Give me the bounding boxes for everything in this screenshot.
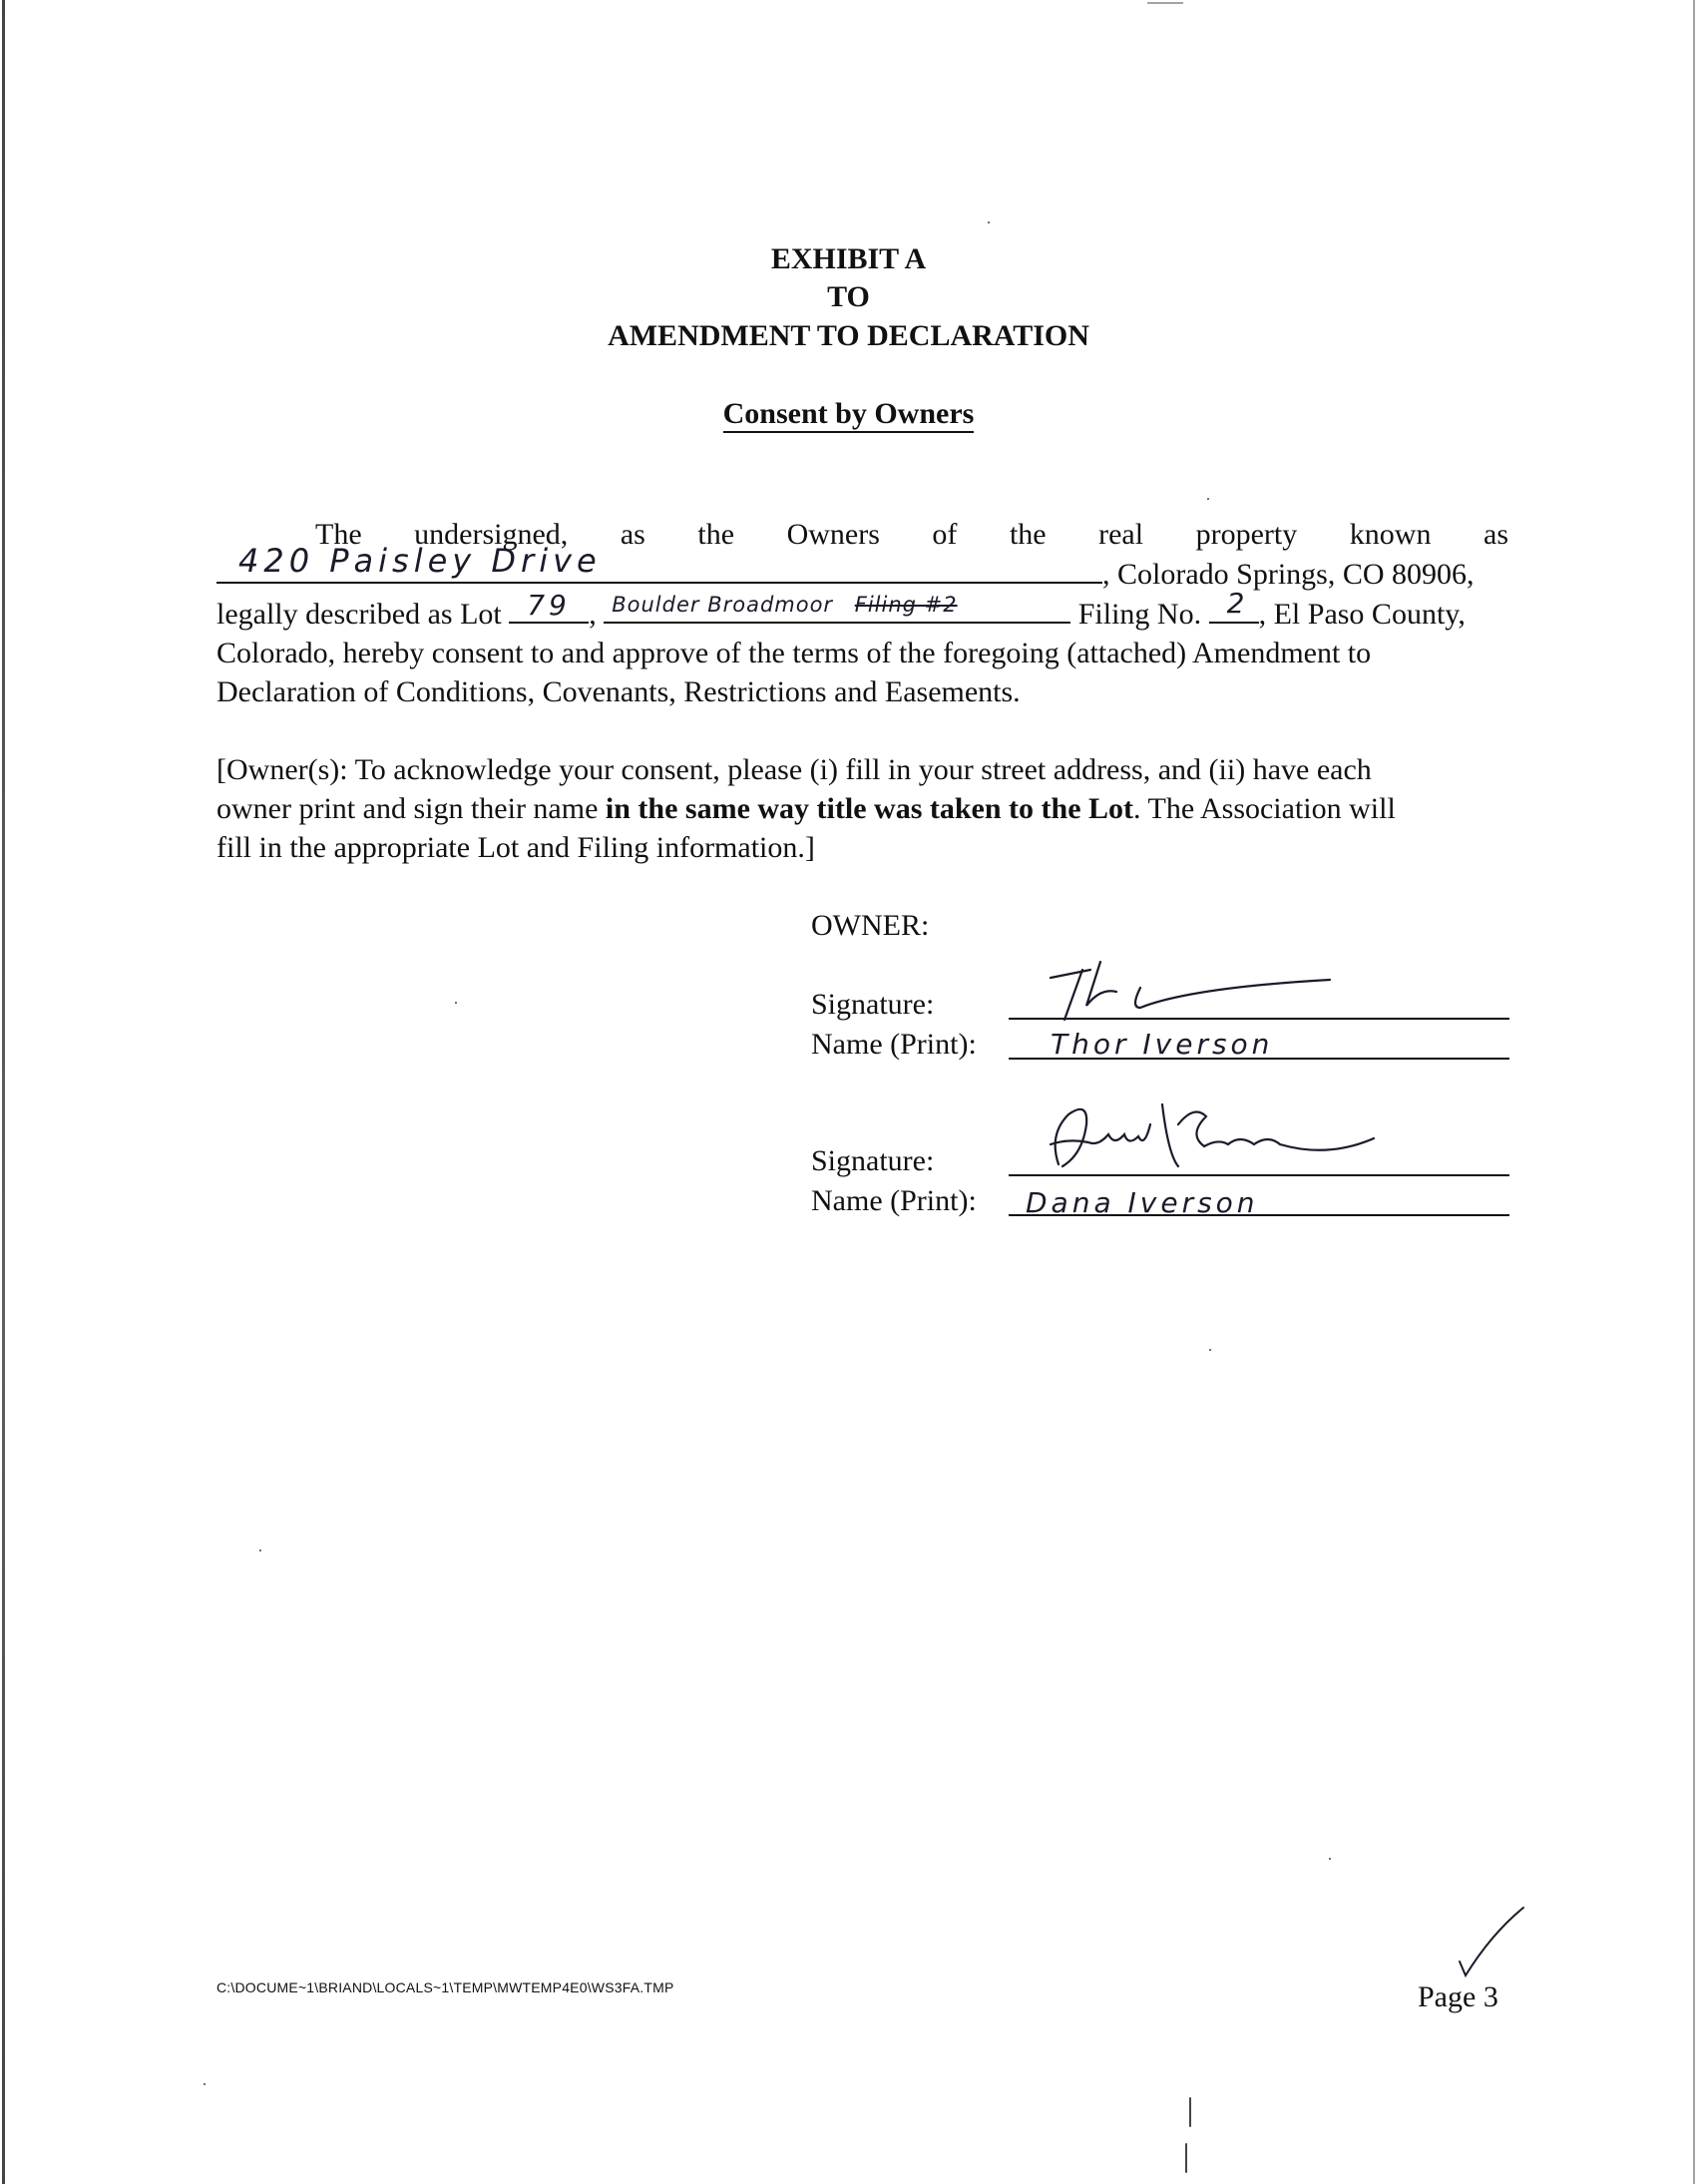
scan-speck (988, 221, 990, 223)
handwritten-printed-name-2: Dana Iverson (1026, 1186, 1259, 1219)
instruction-line-1: [Owner(s): To acknowledge your consent, please (i) fill in your street address, and (ii) have each (216, 753, 1372, 786)
handwritten-printed-name-1: Thor Iverson (1051, 1028, 1274, 1061)
word: Owners (786, 518, 880, 551)
scan-speck (455, 1002, 457, 1004)
word: as (620, 518, 645, 551)
scan-edge-top (1147, 2, 1183, 4)
city-state-zip: , Colorado Springs, CO 80906, (1102, 558, 1475, 591)
scan-speck (1185, 2143, 1187, 2173)
page-number: Page 3 (1418, 1980, 1498, 2013)
exhibit-heading-title: AMENDMENT TO DECLARATION (608, 319, 1089, 352)
scan-speck (204, 2083, 206, 2085)
word: the (697, 518, 735, 551)
signature-label: Signature: (811, 988, 935, 1021)
paragraph-line-3 (216, 587, 1508, 634)
paragraph-line-4: Colorado, hereby consent to and approve of the terms of the foregoing (attached) Amendment to (216, 637, 1372, 669)
word: undersigned, (414, 518, 569, 551)
handwritten-filing: 2 (1226, 587, 1245, 620)
scan-speck (1189, 2097, 1191, 2127)
word: as (1484, 518, 1508, 551)
exhibit-heading-to: TO (827, 280, 870, 313)
legal-description-prefix: legally described as Lot (216, 598, 502, 631)
name-print-label: Name (Print): (811, 1028, 977, 1061)
consent-paragraph (216, 515, 1508, 711)
word: the (1009, 518, 1047, 551)
scan-speck (1207, 498, 1209, 500)
paragraph-line-5: Declaration of Conditions, Covenants, Restrictions and Easements. (216, 675, 1021, 708)
comma: , (589, 598, 597, 631)
handwritten-address: 420 Paisley Drive (238, 542, 602, 580)
handwritten-signature-2 (1029, 1094, 1388, 1184)
filing-number-field (1209, 587, 1259, 624)
owner-label: OWNER: (811, 909, 930, 942)
word: The (315, 518, 362, 551)
instruction-text-end: . The Association will (1133, 792, 1396, 825)
instruction-line-2 (216, 789, 1508, 828)
county-text: , El Paso County, (1258, 598, 1466, 631)
signature-row-1 (811, 988, 1509, 1024)
subdivision-name: Boulder Broadmoor (612, 593, 834, 617)
lot-number-field (509, 589, 589, 624)
word: of (932, 518, 958, 551)
filing-label: Filing No. (1077, 598, 1202, 631)
subdivision-field (604, 594, 1070, 624)
instruction-text: owner print and sign their name (216, 792, 606, 825)
word: real (1098, 518, 1144, 551)
consent-title (0, 397, 1697, 431)
checkmark-icon (1452, 1904, 1531, 1983)
handwritten-subdivision (612, 586, 957, 625)
struck-filing-text: Filing #2 (854, 593, 958, 617)
scan-speck (259, 1549, 261, 1551)
word: property (1195, 518, 1298, 551)
signature-row-2 (811, 1144, 1509, 1180)
handwritten-signature-1 (1031, 948, 1370, 1028)
handwritten-lot: 79 (527, 589, 571, 622)
scan-speck (1209, 1349, 1211, 1351)
instruction-paragraph (216, 750, 1508, 867)
file-path-footer: C:\DOCUME~1\BRIAND\LOCALS~1\TEMP\MWTEMP4E0\WS3FA.TMP (216, 1979, 674, 1995)
street-address-field (216, 542, 1102, 584)
name-print-label: Name (Print): (811, 1184, 977, 1217)
word: known (1349, 518, 1432, 551)
instruction-bold-text: in the same way title was taken to the Lot (605, 792, 1134, 825)
name-print-row-2 (811, 1184, 1509, 1220)
name-print-row-1 (811, 1028, 1509, 1064)
scan-speck (1329, 1858, 1331, 1860)
instruction-line-3: fill in the appropriate Lot and Filing information.] (216, 831, 815, 864)
consent-title-text: Consent by Owners (723, 397, 975, 433)
exhibit-heading: EXHIBIT A (770, 242, 927, 275)
signature-label: Signature: (811, 1144, 935, 1177)
